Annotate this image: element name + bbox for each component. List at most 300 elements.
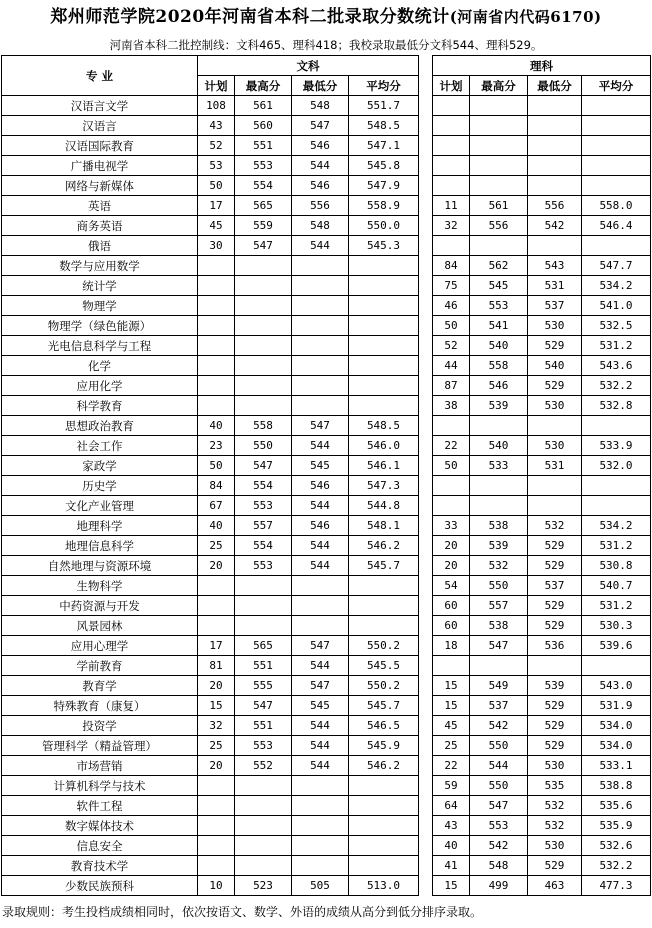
li-plan-cell: 84 <box>433 256 470 276</box>
wen-avg-cell <box>349 296 419 316</box>
column-gap <box>419 376 433 396</box>
wen-plan-cell: 25 <box>198 736 235 756</box>
wen-avg-cell: 544.8 <box>349 496 419 516</box>
wen-min-cell <box>292 856 349 876</box>
li-avg-cell: 531.9 <box>582 696 651 716</box>
column-gap <box>419 876 433 896</box>
wen-plan-cell: 40 <box>198 516 235 536</box>
li-plan-cell <box>433 176 470 196</box>
wen-max-cell <box>235 776 292 796</box>
wen-avg-cell: 550.0 <box>349 216 419 236</box>
li-max-cell: 542 <box>470 716 528 736</box>
column-gap <box>419 56 433 76</box>
li-plan-cell: 54 <box>433 576 470 596</box>
li-min-cell <box>528 236 582 256</box>
li-min-cell: 537 <box>528 296 582 316</box>
wen-avg-cell: 546.2 <box>349 756 419 776</box>
li-min-cell: 530 <box>528 396 582 416</box>
wen-avg-cell: 546.5 <box>349 716 419 736</box>
wen-plan-cell: 30 <box>198 236 235 256</box>
li-min-cell: 532 <box>528 516 582 536</box>
table-row <box>2 476 651 496</box>
li-avg-cell: 532.6 <box>582 836 651 856</box>
li-min-cell: 529 <box>528 556 582 576</box>
li-avg-cell: 533.1 <box>582 756 651 776</box>
wen-min-cell <box>292 396 349 416</box>
li-max-cell: 537 <box>470 696 528 716</box>
wen-max-cell: 551 <box>235 716 292 736</box>
table-row <box>2 216 651 236</box>
li-max-cell <box>470 176 528 196</box>
li-avg-cell <box>582 156 651 176</box>
li-max-cell: 550 <box>470 736 528 756</box>
li-max-cell: 539 <box>470 536 528 556</box>
table-row <box>2 176 651 196</box>
wen-min-cell: 544 <box>292 496 349 516</box>
li-plan-cell <box>433 96 470 116</box>
wen-plan-cell: 52 <box>198 136 235 156</box>
li-plan-cell: 15 <box>433 876 470 896</box>
li-avg-cell: 540.7 <box>582 576 651 596</box>
li-avg-cell <box>582 476 651 496</box>
major-name-cell: 管理科学（精益管理） <box>2 736 198 756</box>
li-max-cell: 549 <box>470 676 528 696</box>
wen-plan-cell: 43 <box>198 116 235 136</box>
li-avg-cell <box>582 96 651 116</box>
li-plan-cell: 50 <box>433 316 470 336</box>
li-plan-cell: 11 <box>433 196 470 216</box>
column-gap <box>419 516 433 536</box>
li-max-cell <box>470 156 528 176</box>
li-plan-cell <box>433 136 470 156</box>
li-plan-cell: 15 <box>433 696 470 716</box>
wen-avg-cell: 547.1 <box>349 136 419 156</box>
wen-max-cell <box>235 276 292 296</box>
wen-avg-cell: 550.2 <box>349 676 419 696</box>
li-max-cell <box>470 116 528 136</box>
li-plan-cell: 60 <box>433 616 470 636</box>
li-max-cell: 556 <box>470 216 528 236</box>
wen-plan-cell: 20 <box>198 676 235 696</box>
wen-avg-cell <box>349 596 419 616</box>
wen-max-cell: 547 <box>235 696 292 716</box>
wen-plan-cell: 53 <box>198 156 235 176</box>
major-name-cell: 计算机科学与技术 <box>2 776 198 796</box>
wen-min-cell: 544 <box>292 556 349 576</box>
table-row <box>2 516 651 536</box>
wen-plan-cell <box>198 836 235 856</box>
li-max-cell: 538 <box>470 616 528 636</box>
column-gap <box>419 116 433 136</box>
column-gap <box>419 216 433 236</box>
li-plan-cell: 60 <box>433 596 470 616</box>
li-min-cell: 542 <box>528 216 582 236</box>
wen-max-cell <box>235 376 292 396</box>
wen-plan-cell: 81 <box>198 656 235 676</box>
li-plan-cell: 15 <box>433 676 470 696</box>
major-name-cell: 汉语言 <box>2 116 198 136</box>
li-max-cell: 550 <box>470 776 528 796</box>
li-max-cell: 539 <box>470 396 528 416</box>
table-row <box>2 696 651 716</box>
wen-max-cell <box>235 796 292 816</box>
li-avg-cell: 546.4 <box>582 216 651 236</box>
wen-avg-cell: 550.2 <box>349 636 419 656</box>
wen-plan-cell <box>198 396 235 416</box>
major-name-cell: 数字媒体技术 <box>2 816 198 836</box>
major-name-cell: 软件工程 <box>2 796 198 816</box>
wen-plan-cell: 108 <box>198 96 235 116</box>
wen-plan-cell <box>198 316 235 336</box>
major-name-cell: 应用化学 <box>2 376 198 396</box>
wen-plan-cell: 32 <box>198 716 235 736</box>
li-avg-cell: 530.3 <box>582 616 651 636</box>
li-avg-cell: 541.0 <box>582 296 651 316</box>
li-plan-header: 计划 <box>433 76 470 96</box>
li-plan-cell: 75 <box>433 276 470 296</box>
wen-max-cell: 523 <box>235 876 292 896</box>
major-name-cell: 英语 <box>2 196 198 216</box>
column-gap <box>419 416 433 436</box>
li-max-cell: 540 <box>470 336 528 356</box>
li-min-cell: 531 <box>528 276 582 296</box>
li-min-header: 最低分 <box>528 76 582 96</box>
li-max-cell: 542 <box>470 836 528 856</box>
li-avg-cell: 538.8 <box>582 776 651 796</box>
li-max-cell: 533 <box>470 456 528 476</box>
major-name-cell: 教育学 <box>2 676 198 696</box>
wen-min-cell <box>292 376 349 396</box>
wen-avg-cell: 513.0 <box>349 876 419 896</box>
wen-min-cell <box>292 356 349 376</box>
column-gap <box>419 716 433 736</box>
column-gap <box>419 256 433 276</box>
li-avg-cell: 534.2 <box>582 516 651 536</box>
table-row <box>2 256 651 276</box>
wen-min-cell: 544 <box>292 156 349 176</box>
wen-plan-cell: 50 <box>198 176 235 196</box>
column-gap <box>419 616 433 636</box>
admission-rule-note: 录取规则：考生投档成绩相同时，依次按语文、数学、外语的成绩从高分到低分排序录取。 <box>2 905 483 919</box>
li-plan-cell <box>433 116 470 136</box>
li-plan-cell <box>433 156 470 176</box>
major-name-cell: 地理信息科学 <box>2 536 198 556</box>
wen-avg-cell <box>349 376 419 396</box>
li-max-cell <box>470 96 528 116</box>
li-max-cell <box>470 656 528 676</box>
major-name-cell: 文化产业管理 <box>2 496 198 516</box>
wen-min-cell <box>292 796 349 816</box>
wen-max-cell <box>235 836 292 856</box>
table-row <box>2 356 651 376</box>
wen-max-cell: 557 <box>235 516 292 536</box>
li-min-cell: 530 <box>528 436 582 456</box>
wen-min-cell: 556 <box>292 196 349 216</box>
li-plan-cell <box>433 476 470 496</box>
li-min-cell: 532 <box>528 796 582 816</box>
wen-avg-cell <box>349 396 419 416</box>
li-max-cell: 557 <box>470 596 528 616</box>
table-row <box>2 296 651 316</box>
li-min-cell: 556 <box>528 196 582 216</box>
li-avg-cell: 530.8 <box>582 556 651 576</box>
li-max-header: 最高分 <box>470 76 528 96</box>
li-plan-cell: 33 <box>433 516 470 536</box>
li-min-cell: 531 <box>528 456 582 476</box>
wen-max-cell: 550 <box>235 436 292 456</box>
major-name-cell: 广播电视学 <box>2 156 198 176</box>
wen-min-cell <box>292 616 349 636</box>
column-gap <box>419 576 433 596</box>
wen-min-cell <box>292 336 349 356</box>
wen-plan-cell: 20 <box>198 756 235 776</box>
li-min-cell: 529 <box>528 336 582 356</box>
li-max-cell: 544 <box>470 756 528 776</box>
table-row <box>2 96 651 116</box>
wen-max-cell: 551 <box>235 136 292 156</box>
li-min-cell: 537 <box>528 576 582 596</box>
major-name-cell: 自然地理与资源环境 <box>2 556 198 576</box>
table-row <box>2 856 651 876</box>
wen-max-cell: 554 <box>235 176 292 196</box>
table-row <box>2 136 651 156</box>
column-gap <box>419 796 433 816</box>
wen-max-cell: 553 <box>235 556 292 576</box>
li-max-cell: 540 <box>470 436 528 456</box>
wen-plan-cell <box>198 356 235 376</box>
column-gap <box>419 236 433 256</box>
li-min-cell: 529 <box>528 716 582 736</box>
header-row-groups <box>2 56 651 76</box>
li-min-cell: 530 <box>528 836 582 856</box>
wen-avg-cell: 547.9 <box>349 176 419 196</box>
major-name-cell: 教育技术学 <box>2 856 198 876</box>
column-gap <box>419 816 433 836</box>
li-plan-cell: 25 <box>433 736 470 756</box>
major-name-cell: 思想政治教育 <box>2 416 198 436</box>
li-min-cell <box>528 476 582 496</box>
column-gap <box>419 836 433 856</box>
wen-plan-cell <box>198 376 235 396</box>
major-name-cell: 科学教育 <box>2 396 198 416</box>
table-body <box>2 96 651 896</box>
li-min-cell <box>528 176 582 196</box>
li-plan-cell: 87 <box>433 376 470 396</box>
li-plan-cell: 20 <box>433 536 470 556</box>
li-max-cell: 547 <box>470 636 528 656</box>
li-plan-cell <box>433 416 470 436</box>
wen-max-cell <box>235 296 292 316</box>
li-plan-cell: 38 <box>433 396 470 416</box>
column-gap <box>419 856 433 876</box>
table-row <box>2 436 651 456</box>
li-min-cell <box>528 496 582 516</box>
li-plan-cell: 52 <box>433 336 470 356</box>
li-min-cell: 535 <box>528 776 582 796</box>
wen-plan-cell: 67 <box>198 496 235 516</box>
li-min-cell <box>528 96 582 116</box>
wen-plan-cell: 17 <box>198 196 235 216</box>
column-gap <box>419 596 433 616</box>
li-avg-cell: 543.0 <box>582 676 651 696</box>
li-avg-cell <box>582 416 651 436</box>
major-name-cell: 化学 <box>2 356 198 376</box>
li-max-cell: 553 <box>470 816 528 836</box>
li-avg-cell: 534.2 <box>582 276 651 296</box>
li-avg-cell <box>582 496 651 516</box>
wen-plan-cell <box>198 296 235 316</box>
wen-min-header: 最低分 <box>292 76 349 96</box>
wen-min-cell: 545 <box>292 696 349 716</box>
wen-min-cell <box>292 836 349 856</box>
wen-min-cell: 547 <box>292 416 349 436</box>
major-name-cell: 生物科学 <box>2 576 198 596</box>
wen-max-cell <box>235 816 292 836</box>
wen-avg-cell <box>349 356 419 376</box>
wen-max-cell: 554 <box>235 476 292 496</box>
li-avg-cell: 535.6 <box>582 796 651 816</box>
wen-max-cell: 559 <box>235 216 292 236</box>
table-row <box>2 416 651 436</box>
li-avg-cell: 532.5 <box>582 316 651 336</box>
column-gap <box>419 436 433 456</box>
li-avg-cell <box>582 176 651 196</box>
wen-avg-cell <box>349 276 419 296</box>
table-row <box>2 836 651 856</box>
li-avg-cell: 531.2 <box>582 536 651 556</box>
wen-avg-cell: 545.9 <box>349 736 419 756</box>
li-avg-cell: 531.2 <box>582 596 651 616</box>
li-min-cell: 536 <box>528 636 582 656</box>
li-max-cell <box>470 476 528 496</box>
table-row <box>2 756 651 776</box>
major-name-cell: 特殊教育（康复） <box>2 696 198 716</box>
wen-max-cell: 554 <box>235 536 292 556</box>
table-row <box>2 576 651 596</box>
li-avg-cell <box>582 656 651 676</box>
column-gap <box>419 356 433 376</box>
column-gap <box>419 76 433 96</box>
table-row <box>2 656 651 676</box>
wen-avg-cell <box>349 616 419 636</box>
wen-plan-header: 计划 <box>198 76 235 96</box>
li-min-cell <box>528 656 582 676</box>
li-min-cell: 540 <box>528 356 582 376</box>
wen-plan-cell <box>198 776 235 796</box>
major-name-cell: 网络与新媒体 <box>2 176 198 196</box>
li-plan-cell: 40 <box>433 836 470 856</box>
table-row <box>2 736 651 756</box>
wen-min-cell: 544 <box>292 736 349 756</box>
table-row <box>2 316 651 336</box>
table-row <box>2 336 651 356</box>
li-min-cell: 530 <box>528 756 582 776</box>
li-group-header: 理科 <box>433 56 651 76</box>
li-min-cell <box>528 136 582 156</box>
major-name-cell: 统计学 <box>2 276 198 296</box>
wen-avg-cell: 546.2 <box>349 536 419 556</box>
li-avg-cell <box>582 116 651 136</box>
wen-avg-cell: 548.1 <box>349 516 419 536</box>
wen-plan-cell <box>198 336 235 356</box>
column-gap <box>419 636 433 656</box>
li-plan-cell: 45 <box>433 716 470 736</box>
li-plan-cell: 32 <box>433 216 470 236</box>
li-avg-cell: 558.0 <box>582 196 651 216</box>
li-max-cell <box>470 496 528 516</box>
wen-plan-cell <box>198 596 235 616</box>
wen-plan-cell: 15 <box>198 696 235 716</box>
column-gap <box>419 96 433 116</box>
li-max-cell: 550 <box>470 576 528 596</box>
li-avg-cell: 533.9 <box>582 436 651 456</box>
li-avg-cell: 532.2 <box>582 856 651 876</box>
wen-max-cell <box>235 856 292 876</box>
li-min-cell: 463 <box>528 876 582 896</box>
li-plan-cell: 64 <box>433 796 470 816</box>
li-min-cell: 529 <box>528 596 582 616</box>
table-row <box>2 156 651 176</box>
column-gap <box>419 656 433 676</box>
major-name-cell: 学前教育 <box>2 656 198 676</box>
wen-avg-cell: 545.7 <box>349 696 419 716</box>
wen-avg-cell <box>349 816 419 836</box>
wen-max-cell: 565 <box>235 636 292 656</box>
table-row <box>2 116 651 136</box>
wen-min-cell: 545 <box>292 456 349 476</box>
li-max-cell <box>470 136 528 156</box>
wen-avg-cell <box>349 836 419 856</box>
table-row <box>2 236 651 256</box>
column-gap <box>419 696 433 716</box>
major-name-cell: 商务英语 <box>2 216 198 236</box>
wen-min-cell <box>292 596 349 616</box>
wen-avg-cell: 546.0 <box>349 436 419 456</box>
column-gap <box>419 296 433 316</box>
page-title <box>0 0 652 35</box>
wen-plan-cell: 50 <box>198 456 235 476</box>
wen-plan-cell <box>198 576 235 596</box>
li-max-cell: 561 <box>470 196 528 216</box>
wen-min-cell: 548 <box>292 216 349 236</box>
table-row <box>2 716 651 736</box>
li-plan-cell: 50 <box>433 456 470 476</box>
wen-max-cell <box>235 576 292 596</box>
li-avg-cell: 543.6 <box>582 356 651 376</box>
major-name-cell: 应用心理学 <box>2 636 198 656</box>
column-gap <box>419 196 433 216</box>
column-gap <box>419 536 433 556</box>
li-max-cell <box>470 416 528 436</box>
table-row <box>2 536 651 556</box>
wen-max-cell <box>235 356 292 376</box>
wen-plan-cell: 40 <box>198 416 235 436</box>
major-name-cell: 汉语言文学 <box>2 96 198 116</box>
column-gap <box>419 336 433 356</box>
table-row <box>2 816 651 836</box>
wen-max-header: 最高分 <box>235 76 292 96</box>
li-max-cell: 546 <box>470 376 528 396</box>
wen-min-cell <box>292 776 349 796</box>
li-max-cell: 562 <box>470 256 528 276</box>
major-name-cell: 俄语 <box>2 236 198 256</box>
li-plan-cell: 22 <box>433 756 470 776</box>
wen-min-cell: 546 <box>292 136 349 156</box>
wen-min-cell <box>292 316 349 336</box>
wen-min-cell: 546 <box>292 176 349 196</box>
li-min-cell: 532 <box>528 816 582 836</box>
wen-max-cell: 553 <box>235 736 292 756</box>
